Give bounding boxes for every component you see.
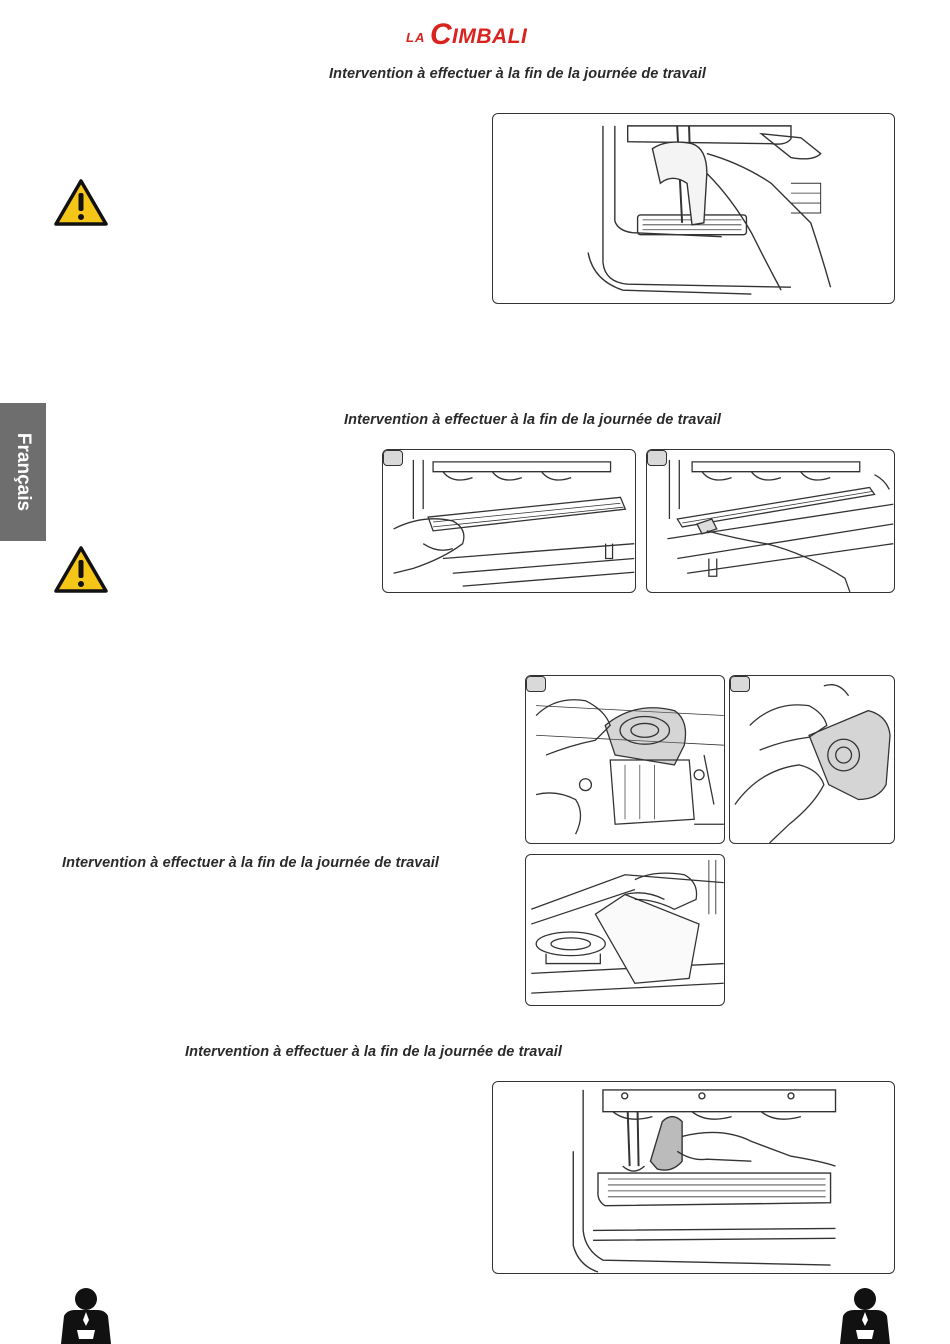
barista-operator-icon	[834, 1286, 896, 1344]
figure-filter-cleaning	[729, 675, 895, 844]
figure-drip-grid-removal-2	[646, 449, 895, 593]
section-heading-3: Intervention à effectuer à la fin de la journée de travail	[62, 855, 440, 871]
la-cimbali-logo	[404, 18, 554, 52]
figure-step-badge	[647, 450, 667, 466]
figure-tray-rinse	[525, 854, 725, 1006]
warning-triangle-icon	[53, 545, 109, 595]
figure-steam-wand-cleaning	[492, 113, 895, 304]
warning-triangle-icon	[53, 178, 109, 228]
figure-step-badge	[383, 450, 403, 466]
figure-drip-grid-removal-1	[382, 449, 636, 593]
figure-step-badge	[526, 676, 546, 692]
section-heading-2: Intervention à effectuer à la fin de la journée de travail	[344, 412, 722, 428]
logo-wordmark: IMBALI	[452, 25, 528, 48]
language-label: Français	[13, 432, 34, 512]
language-side-tab	[0, 403, 46, 541]
figure-drip-tray-removal	[525, 675, 725, 844]
section-heading-1: Intervention à effectuer à la fin de la journée de travail	[329, 66, 707, 82]
logo-initial: C	[430, 18, 452, 51]
barista-operator-icon	[55, 1286, 117, 1344]
figure-group-head-cleaning	[492, 1081, 895, 1274]
logo-prefix: LA	[406, 30, 426, 45]
figure-step-badge	[730, 676, 750, 692]
section-heading-4: Intervention à effectuer à la fin de la journée de travail	[185, 1044, 563, 1060]
